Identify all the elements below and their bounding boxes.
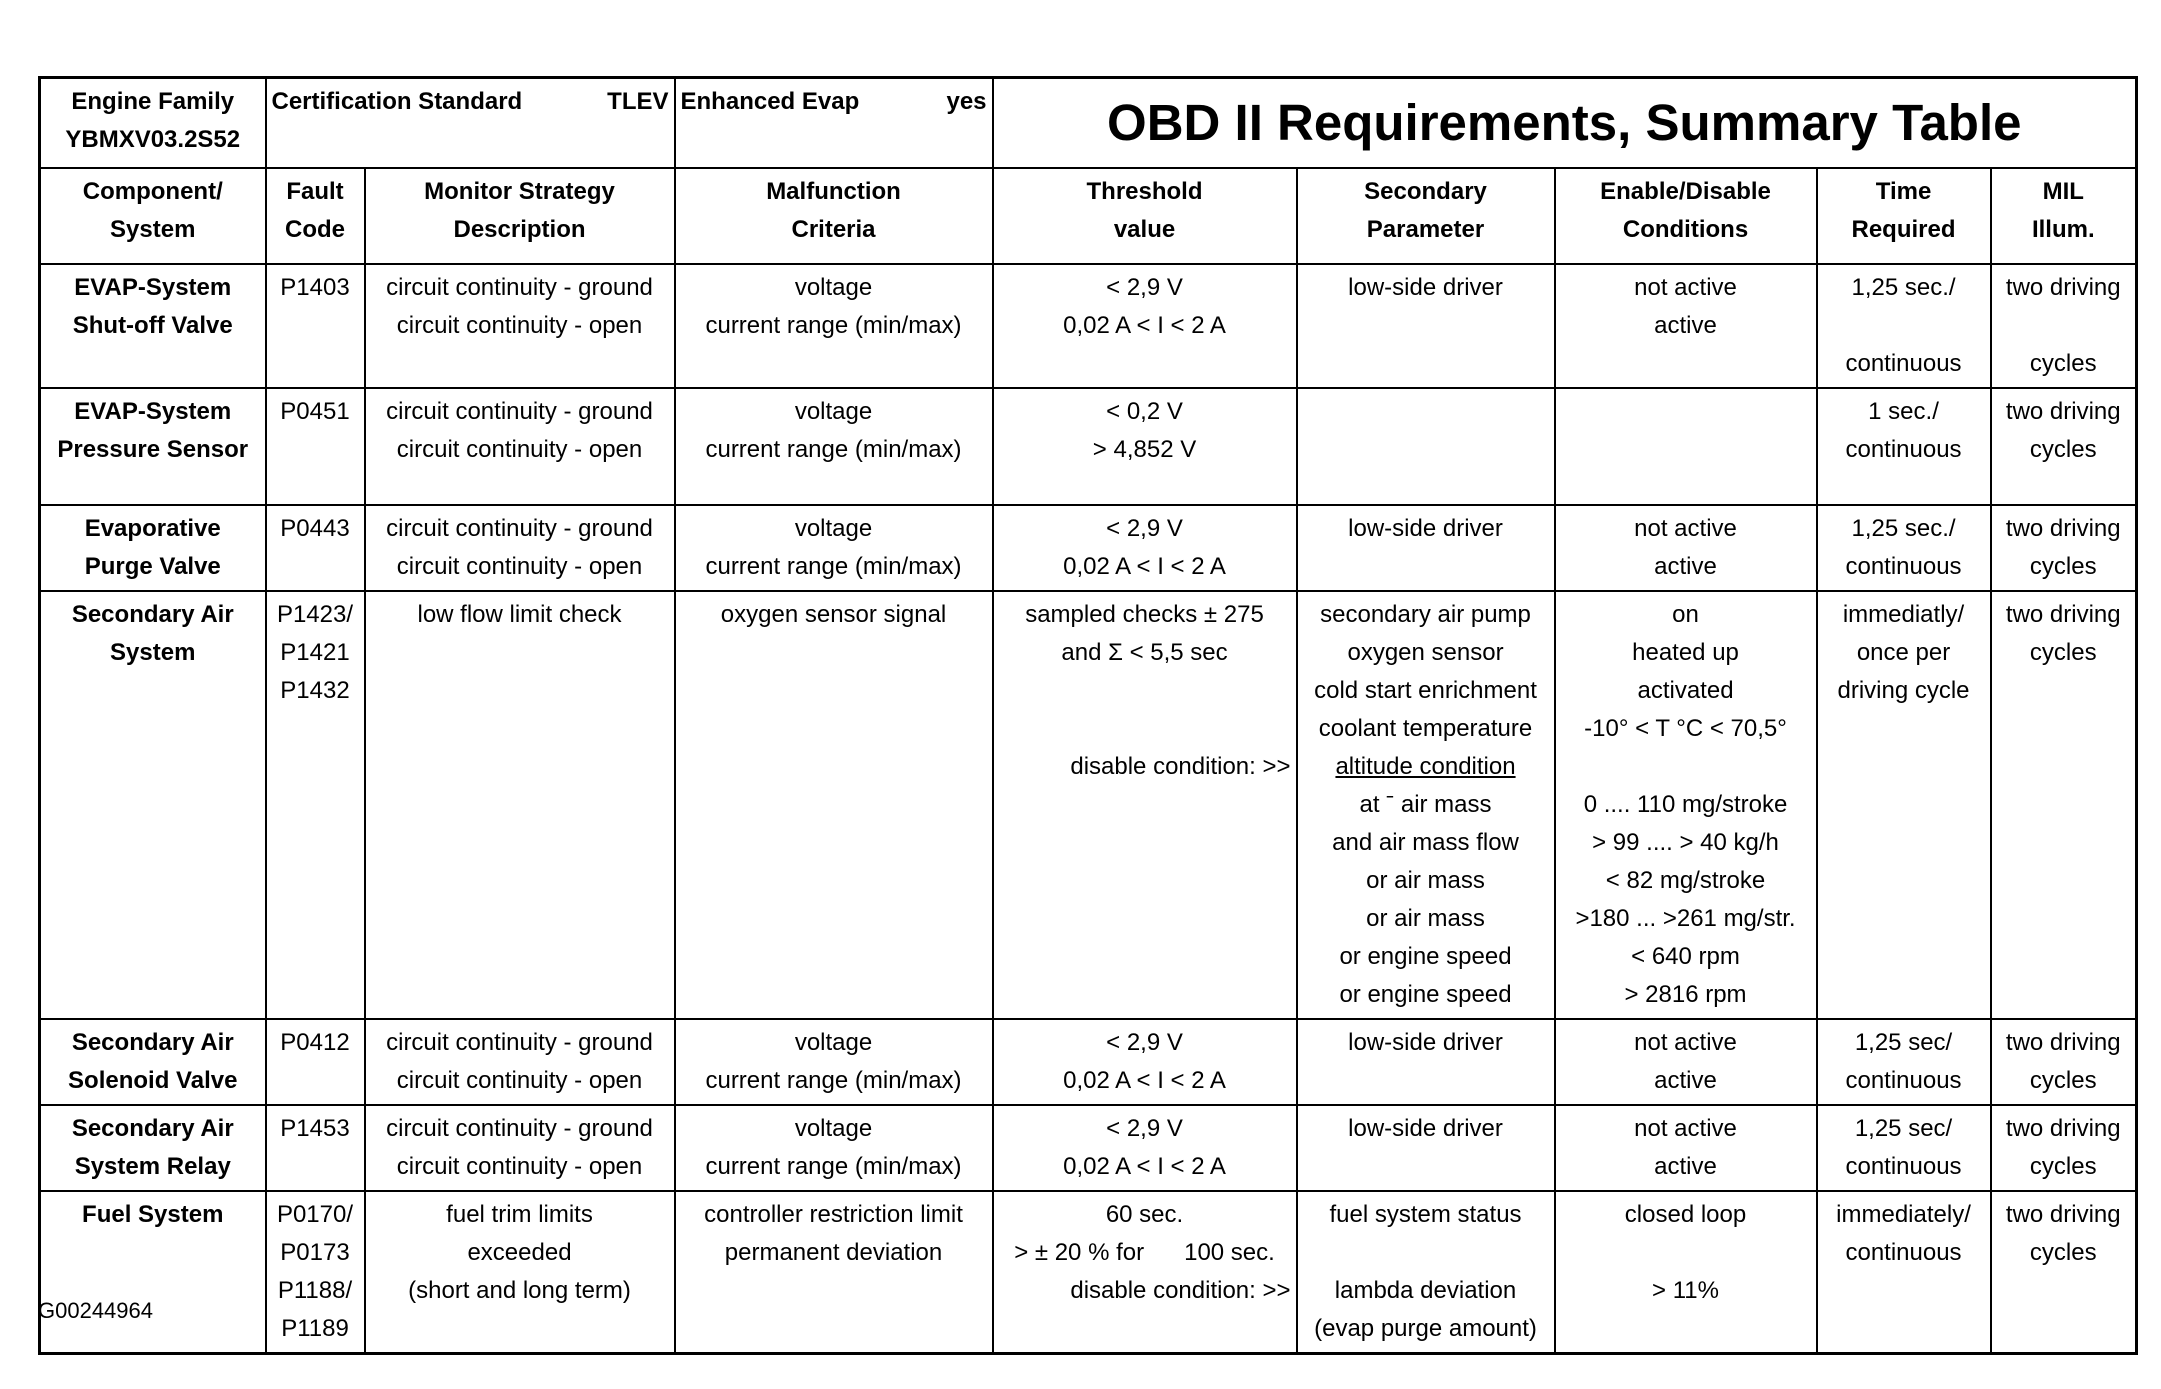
engine-family-value: YBMXV03.2S52 xyxy=(65,126,241,153)
time-cell: 1,25 sec/ continuous xyxy=(1817,1019,1991,1105)
threshold-cell: < 2,9 V 0,02 A < I < 2 A xyxy=(993,505,1297,591)
col-header-component: Component/ System xyxy=(40,168,266,264)
monitor-cell: circuit continuity - ground circuit continuity - open xyxy=(365,388,675,505)
table-row xyxy=(40,388,2137,505)
certification-cell xyxy=(266,78,675,168)
enhanced-evap-value: yes xyxy=(946,88,987,115)
time-cell: immediately/ continuous xyxy=(1817,1191,1991,1354)
component-cell: Secondary Air Solenoid Valve xyxy=(40,1019,266,1105)
mil-cell: two driving cycles xyxy=(1991,591,2137,1019)
enable-cell: on heated up activated -10° < T °C < 70,5° 0 .... 110 mg/stroke > 99 .... > 40 kg/h < 82 mg/stroke >180 ... >261 mg/str. < 640 rpm > 2816 rpm xyxy=(1555,591,1817,1019)
component-cell: Secondary Air System xyxy=(40,591,266,1019)
header-info-row xyxy=(40,78,2137,168)
malfunction-cell: voltage current range (min/max) xyxy=(675,505,993,591)
altitude-condition-heading: altitude condition xyxy=(1335,752,1516,780)
enable-cell: not active active xyxy=(1555,505,1817,591)
table-row xyxy=(40,505,2137,591)
enhanced-evap-cell xyxy=(675,78,993,168)
enable-cell: closed loop > 11% xyxy=(1555,1191,1817,1354)
enable-cell: not active active xyxy=(1555,1105,1817,1191)
fault-code-cell: P1403 xyxy=(266,264,365,388)
secondary-cell: fuel system status lambda deviation (evap purge amount) xyxy=(1297,1191,1555,1354)
component-cell: EVAP-System Shut-off Valve xyxy=(40,264,266,388)
col-header-secondary-parameter: Secondary Parameter xyxy=(1297,168,1555,264)
secondary-cell: low-side driver xyxy=(1297,1019,1555,1105)
fault-code-cell: P1423/ P1421 P1432 xyxy=(266,591,365,1019)
enable-cell: not active active xyxy=(1555,264,1817,388)
col-header-time-required: Time Required xyxy=(1817,168,1991,264)
fault-code-cell: P0170/ P0173 P1188/ P1189 xyxy=(266,1191,365,1354)
page-title: OBD II Requirements, Summary Table xyxy=(993,78,2137,168)
secondary-cell: low-side driver xyxy=(1297,264,1555,388)
engine-family-cell xyxy=(40,78,266,168)
col-header-enable-conditions: Enable/Disable Conditions xyxy=(1555,168,1817,264)
time-cell: 1 sec./ continuous xyxy=(1817,388,1991,505)
time-cell: 1,25 sec/ continuous xyxy=(1817,1105,1991,1191)
threshold-cell: 60 sec. > ± 20 % for 100 sec. disable condition: >> xyxy=(993,1191,1297,1354)
malfunction-cell: oxygen sensor signal xyxy=(675,591,993,1019)
mil-cell: two driving cycles xyxy=(1991,1019,2137,1105)
threshold-cell: < 0,2 V > 4,852 V xyxy=(993,388,1297,505)
mil-cell: two driving cycles xyxy=(1991,1105,2137,1191)
mil-cell: two driving cycles xyxy=(1991,1191,2137,1354)
table-row xyxy=(40,1191,2137,1354)
time-cell: 1,25 sec./ continuous xyxy=(1817,505,1991,591)
table-row xyxy=(40,1105,2137,1191)
fault-code-cell: P0443 xyxy=(266,505,365,591)
malfunction-cell: controller restriction limit permanent deviation xyxy=(675,1191,993,1354)
malfunction-cell: voltage current range (min/max) xyxy=(675,1105,993,1191)
secondary-cell: secondary air pump oxygen sensor cold start enrichment coolant temperature altitude condition at ˉ air mass and air mass flow or air mass or air mass or engine speed or engine speed xyxy=(1297,591,1555,1019)
enhanced-evap-label: Enhanced Evap xyxy=(680,88,860,115)
threshold-cell: sampled checks ± 275 and Σ < 5,5 sec disable condition: >> xyxy=(993,591,1297,1019)
disable-condition-note: disable condition: >> xyxy=(1070,752,1291,780)
malfunction-cell: voltage current range (min/max) xyxy=(675,388,993,505)
disable-condition-note: disable condition: >> xyxy=(1070,1276,1291,1304)
threshold-cell: < 2,9 V 0,02 A < I < 2 A xyxy=(993,1105,1297,1191)
malfunction-cell: voltage current range (min/max) xyxy=(675,264,993,388)
secondary-cell: low-side driver xyxy=(1297,1105,1555,1191)
table-row xyxy=(40,591,2137,1019)
monitor-cell: low flow limit check xyxy=(365,591,675,1019)
col-header-fault-code: Fault Code xyxy=(266,168,365,264)
certification-value: TLEV xyxy=(607,88,669,115)
time-cell: 1,25 sec./ continuous xyxy=(1817,264,1991,388)
fault-code-cell: P1453 xyxy=(266,1105,365,1191)
enable-cell: not active active xyxy=(1555,1019,1817,1105)
time-cell: immediatly/ once per driving cycle xyxy=(1817,591,1991,1019)
enable-cell xyxy=(1555,388,1817,505)
component-cell: EVAP-System Pressure Sensor xyxy=(40,388,266,505)
mil-cell: two driving cycles xyxy=(1991,264,2137,388)
mil-cell: two driving cycles xyxy=(1991,388,2137,505)
component-cell: Fuel System xyxy=(40,1191,266,1354)
malfunction-cell: voltage current range (min/max) xyxy=(675,1019,993,1105)
table-row xyxy=(40,1019,2137,1105)
table-row xyxy=(40,264,2137,388)
secondary-cell: low-side driver xyxy=(1297,505,1555,591)
fault-code-cell: P0412 xyxy=(266,1019,365,1105)
monitor-cell: circuit continuity - ground circuit continuity - open xyxy=(365,1105,675,1191)
component-cell: Evaporative Purge Valve xyxy=(40,505,266,591)
column-header-row xyxy=(40,168,2137,264)
certification-label: Certification Standard xyxy=(271,88,523,115)
component-cell: Secondary Air System Relay xyxy=(40,1105,266,1191)
col-header-malfunction-criteria: Malfunction Criteria xyxy=(675,168,993,264)
document-id: G00244964 xyxy=(38,1298,153,1323)
monitor-cell: circuit continuity - ground circuit continuity - open xyxy=(365,505,675,591)
col-header-monitor-strategy: Monitor Strategy Description xyxy=(365,168,675,264)
mil-cell: two driving cycles xyxy=(1991,505,2137,591)
engine-family-label: Engine Family xyxy=(71,88,235,115)
secondary-cell xyxy=(1297,388,1555,505)
threshold-cell: < 2,9 V 0,02 A < I < 2 A xyxy=(993,264,1297,388)
threshold-cell: < 2,9 V 0,02 A < I < 2 A xyxy=(993,1019,1297,1105)
obd-summary-table xyxy=(38,76,2138,1355)
fault-code-cell: P0451 xyxy=(266,388,365,505)
monitor-cell: fuel trim limits exceeded (short and long term) xyxy=(365,1191,675,1354)
monitor-cell: circuit continuity - ground circuit continuity - open xyxy=(365,1019,675,1105)
col-header-mil: MIL Illum. xyxy=(1991,168,2137,264)
monitor-cell: circuit continuity - ground circuit continuity - open xyxy=(365,264,675,388)
col-header-threshold: Threshold value xyxy=(993,168,1297,264)
